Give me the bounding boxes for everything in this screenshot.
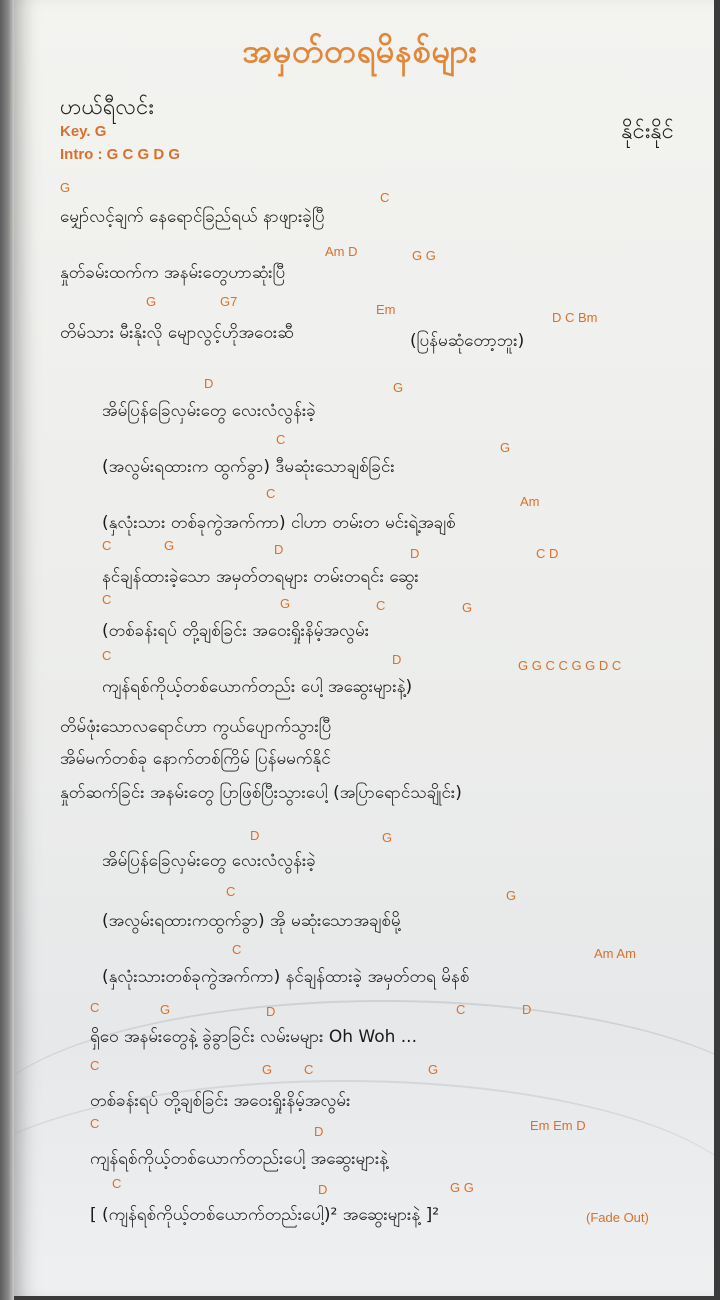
chord-label: G bbox=[462, 600, 473, 615]
lyric-line: အိမ်ပြန်ခြေလှမ်းတွေ လေးလံလွန်းခဲ့ bbox=[102, 851, 316, 871]
lyric-line: တစ်ခန်းရပ် တို့ချစ်ခြင်း အဝေးရှိုးနိမ့်အလွမ်း bbox=[90, 1091, 351, 1111]
lyric-line: (အလွမ်းရထားက ထွက်ခွာ) ဒီမဆုံးသောချစ်ခြင်း bbox=[102, 457, 395, 477]
chord-label: C bbox=[90, 1116, 100, 1131]
lyric-line: ကျန်ရစ်ကိုယ့်တစ်ယောက်တည်း ပေါ့ အဆွေးများနဲ့) bbox=[102, 677, 413, 697]
chord-label: G G C C G G D C bbox=[518, 658, 622, 673]
chord-label: C bbox=[226, 884, 236, 899]
chord-label: C bbox=[266, 486, 276, 501]
chord-label: G G bbox=[412, 248, 436, 263]
lyric-line: (နှလုံးသားတစ်ခုကွဲအက်ကာ) နင်ချန်ထားခဲ့ အမှတ်တရ မိနစ် bbox=[102, 967, 470, 987]
chord-label: D bbox=[522, 1002, 532, 1017]
chord-label: D bbox=[204, 376, 214, 391]
chord-label: G bbox=[160, 1002, 171, 1017]
composer-name: ဟယ်ရီလင်း bbox=[60, 95, 154, 120]
chord-label: D bbox=[392, 652, 402, 667]
lyric-line: နင်ချန်ထားခဲ့သော အမှတ်တရများ တမ်းတရင်း ဆွေး bbox=[102, 567, 419, 587]
lyric-line: (နှလုံးသား တစ်ခုကွဲအက်ကာ) ငါဟာ တမ်းတ မင်းရဲ့အချစ် bbox=[102, 513, 456, 533]
chord-label: C D bbox=[536, 546, 559, 561]
lyric-line: တိမ်သား မီးနိုးလို မျောလွင့်ဟိုအဝေးဆီ bbox=[60, 323, 294, 343]
song-key: Key. G bbox=[60, 123, 107, 140]
chord-label: C bbox=[456, 1002, 466, 1017]
chord-label: C bbox=[304, 1062, 314, 1077]
chord-label: Em bbox=[376, 302, 396, 317]
page-binding-edge bbox=[0, 0, 14, 1300]
lyric-line: အိမ်ပြန်ခြေလှမ်းတွေ လေးလံလွန်းခဲ့ bbox=[102, 401, 316, 421]
chord-label: G bbox=[146, 294, 157, 309]
chord-label: Am D bbox=[325, 244, 358, 259]
chord-label: Am bbox=[520, 494, 540, 509]
chord-label: D bbox=[314, 1124, 324, 1139]
chord-label: D bbox=[274, 542, 284, 557]
fade-out-note: (Fade Out) bbox=[586, 1210, 649, 1225]
chord-label: D bbox=[250, 828, 260, 843]
chord-label: C bbox=[276, 432, 286, 447]
chord-label: C bbox=[102, 648, 112, 663]
chord-label: C bbox=[102, 592, 112, 607]
lyric-line: [ (ကျန်ရစ်ကိုယ့်တစ်ယောက်တည်းပေါ့)² အဆွေးများနဲ့ ]² bbox=[90, 1205, 440, 1225]
chord-label: G bbox=[500, 440, 511, 455]
lyric-line: မျှော်လင့်ချက် နေရောင်ခြည်ရယ် နာဖျားခဲ့ပြီ bbox=[60, 207, 325, 227]
lyric-line: အိမ်မက်တစ်ခု နောက်တစ်ကြိမ် ပြန်မမက်နိုင် bbox=[60, 749, 331, 769]
chord-label: D bbox=[318, 1182, 328, 1197]
song-title: အမှတ်တရမိနစ်များ bbox=[242, 32, 478, 70]
chord-label: G bbox=[428, 1062, 439, 1077]
chord-label: G7 bbox=[220, 294, 238, 309]
lyric-line: တိမ်ဖုံးသောလရောင်ဟာ ကွယ်ပျောက်သွားပြီ bbox=[60, 717, 332, 737]
lyric-line: နှုတ်ဆက်ခြင်း အနမ်းတွေ ပြာဖြစ်ပြီးသွားပေါ့ (အပြာရောင်သချိုင်း) bbox=[60, 783, 462, 803]
lyric-line: (တစ်ခန်းရပ် တို့ချစ်ခြင်း အဝေးရှိုးနိမ့်အလွမ်း bbox=[102, 621, 370, 641]
lyric-line: (ပြန်မဆုံတော့ဘူး) bbox=[410, 331, 525, 351]
chord-label: C bbox=[112, 1176, 122, 1191]
chord-label: D bbox=[410, 546, 420, 561]
lyric-line: ကျန်ရစ်ကိုယ့်တစ်ယောက်တည်းပေါ့ အဆွေးများနဲ့ bbox=[90, 1149, 389, 1169]
chord-label: C bbox=[90, 1058, 100, 1073]
singer-name: နိုင်းနိုင် bbox=[621, 119, 674, 144]
chord-label: C bbox=[376, 598, 386, 613]
chord-label: C bbox=[102, 538, 112, 553]
chord-label: G bbox=[262, 1062, 273, 1077]
chord-label: C bbox=[90, 1000, 100, 1015]
chord-label: D C Bm bbox=[552, 310, 598, 325]
lyric-line: နှုတ်ခမ်းထက်က အနမ်းတွေဟာဆုံးပြီ bbox=[60, 263, 286, 283]
lyric-line: (အလွမ်းရထားကထွက်ခွာ) အို မဆုံးသောအချစ်မို့ bbox=[102, 911, 401, 931]
chord-label: G bbox=[60, 180, 71, 195]
chord-label: Am Am bbox=[594, 946, 636, 961]
chord-label: C bbox=[380, 190, 390, 205]
chord-label: Em Em D bbox=[530, 1118, 586, 1133]
chord-label: G bbox=[393, 380, 404, 395]
chord-label: G bbox=[164, 538, 175, 553]
intro-chords: Intro : G C G D G bbox=[60, 146, 180, 163]
chord-label: G bbox=[382, 830, 393, 845]
lyric-line: ရှိဝေ အနမ်းတွေနဲ့ ခွဲခွာခြင်း လမ်းမများ Oh Woh ... bbox=[90, 1027, 417, 1047]
chord-label: D bbox=[266, 1004, 276, 1019]
chord-label: G bbox=[280, 596, 291, 611]
chord-label: G G bbox=[450, 1180, 474, 1195]
chord-label: C bbox=[232, 942, 242, 957]
chord-label: G bbox=[506, 888, 517, 903]
